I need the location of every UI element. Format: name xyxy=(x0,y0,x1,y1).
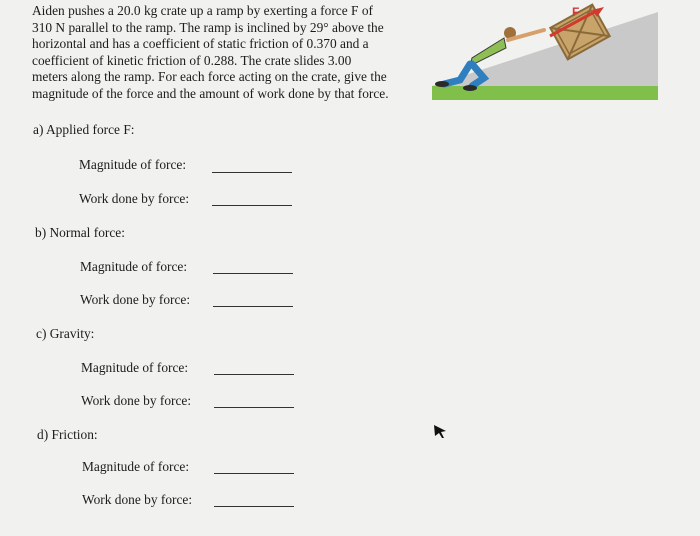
part-d-magnitude-answer[interactable] xyxy=(214,473,294,474)
part-b-magnitude-label: Magnitude of force: xyxy=(80,259,188,274)
part-a-work-label: Work done by force: xyxy=(79,191,190,206)
part-c-work-answer[interactable] xyxy=(214,407,294,408)
part-b-work-label: Work done by force: xyxy=(80,292,191,307)
part-d-work-label: Work done by force: xyxy=(82,492,193,507)
problem-line: horizontal and has a coefficient of static friction of 0.370 and a xyxy=(32,36,369,52)
part-c-label: c) Gravity: xyxy=(36,326,95,341)
ramp-illustration xyxy=(432,2,658,102)
problem-line: Aiden pushes a 20.0 kg crate up a ramp by exerting a force F of xyxy=(32,3,373,18)
part-a-label: a) Applied force F: xyxy=(33,122,135,137)
problem-line: meters along the ramp. For each force acting on the crate, give the xyxy=(32,69,387,85)
part-c-magnitude-answer[interactable] xyxy=(214,374,294,375)
part-c-magnitude-label: Magnitude of force: xyxy=(81,360,189,375)
part-a-work-answer[interactable] xyxy=(212,205,292,206)
problem-line: coefficient of kinetic friction of 0.288. The crate slides 3.00 xyxy=(32,52,352,68)
part-a-magnitude-answer[interactable] xyxy=(212,172,292,173)
problem-line: magnitude of the force and the amount of work done by that force. xyxy=(32,85,389,101)
part-d-work-answer[interactable] xyxy=(214,506,294,507)
problem-statement xyxy=(32,3,432,103)
part-a-magnitude-label: Magnitude of force: xyxy=(79,157,187,172)
part-d-magnitude-label: Magnitude of force: xyxy=(82,459,190,474)
part-b-magnitude-answer[interactable] xyxy=(213,273,293,274)
part-c-work-label: Work done by force: xyxy=(81,393,192,408)
part-b-work-answer[interactable] xyxy=(213,306,293,307)
mouse-cursor-icon xyxy=(432,423,448,439)
force-label: F xyxy=(572,5,580,19)
part-b-label: b) Normal force: xyxy=(35,225,125,240)
problem-line: 310 N parallel to the ramp. The ramp is inclined by 29° above the xyxy=(32,19,384,35)
part-d-label: d) Friction: xyxy=(37,427,98,442)
